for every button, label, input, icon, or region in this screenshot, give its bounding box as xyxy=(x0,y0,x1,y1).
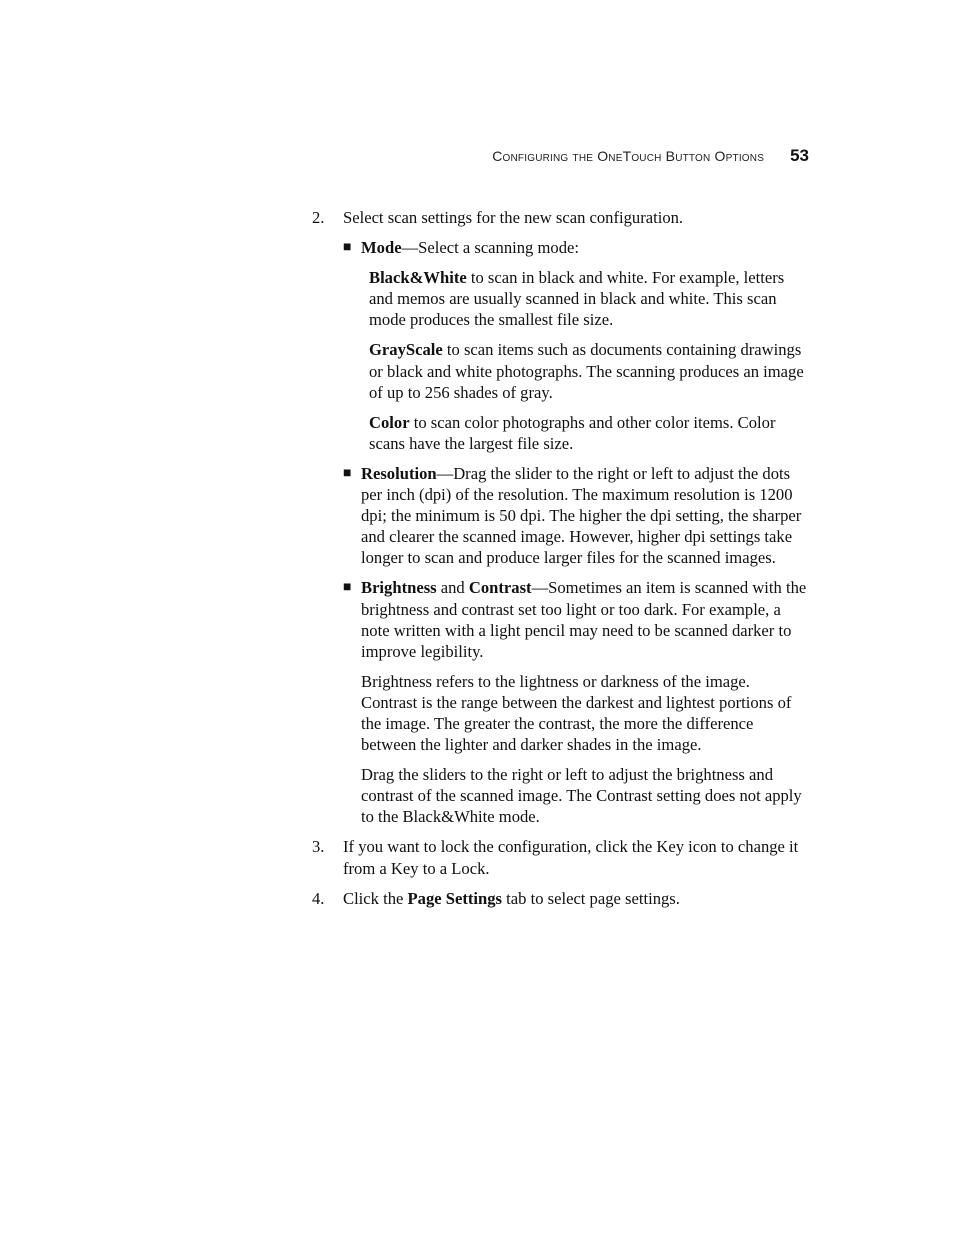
header-title: Configuring the OneTouch Button Options xyxy=(492,148,765,164)
brightness-contrast-description: —Sometimes an item is scanned with the brightness and contrast set too light or too dark. For example, a note written with a light pencil may need to be scanned darker to improve legibility. xyxy=(361,578,807,661)
step-2 xyxy=(312,207,810,228)
black-white-description: to scan in black and white. For example, letters and memos are usually scanned in black and white. This scan mode produces the smallest file size. xyxy=(369,268,785,330)
bullet-resolution xyxy=(343,463,810,568)
bullet-brightness-contrast xyxy=(343,577,810,827)
brightness-contrast-paragraph-2: Brightness refers to the lightness or darkness of the image. Contrast is the range between the darkest and lightest portions of the image. The greater the contrast, the more the difference between the lighter and darker shades in the image. xyxy=(361,671,792,755)
step-text: If you want to lock the configuration, click the Key icon to change it from a Key to a Lock. xyxy=(343,837,799,878)
term-grayscale: GrayScale xyxy=(369,340,443,360)
running-header xyxy=(492,146,809,166)
bullet-body xyxy=(361,577,810,827)
color-description: to scan color photographs and other color items. Color scans have the largest file size. xyxy=(369,412,776,453)
mode-black-white xyxy=(369,267,810,330)
step-number: 4. xyxy=(312,888,325,908)
term-color: Color xyxy=(369,412,410,432)
bullet-square-icon: ■ xyxy=(343,240,352,256)
bullet-mode xyxy=(343,237,810,258)
term-resolution: Resolution xyxy=(361,463,437,483)
term-joiner: and xyxy=(436,578,469,598)
term-contrast: Contrast xyxy=(468,578,532,598)
resolution-description: —Drag the slider to the right or left to adjust the dots per inch (dpi) of the resolution. The maximum resolution is 1200 dpi; the minimum is 50 dpi. The higher the dpi setting, the sharper and clearer the scanned image. However, higher dpi settings take longer to scan and produce larger files for the scanned images. xyxy=(361,463,802,568)
bullet-square-icon: ■ xyxy=(343,580,352,596)
mode-color xyxy=(369,412,810,454)
term-black-white: Black&White xyxy=(369,268,467,288)
grayscale-description: to scan items such as documents containing drawings or black and white photographs. The scanning produces an image of up to 256 shades of gray. xyxy=(369,340,804,402)
bullet-square-icon: ■ xyxy=(343,465,352,481)
term-page-settings: Page Settings xyxy=(407,888,503,908)
step-4-prefix: Click the xyxy=(343,888,408,908)
brightness-contrast-intro xyxy=(361,577,810,661)
step-text: Select scan settings for the new scan configuration. xyxy=(343,208,684,227)
step-3 xyxy=(312,836,810,878)
main-content xyxy=(312,207,810,918)
brightness-contrast-paragraph-3: Drag the sliders to the right or left to adjust the brightness and contrast of the scanned image. The Contrast setting does not apply to the Black&White mode. xyxy=(361,765,802,827)
step-number: 2. xyxy=(312,208,325,227)
term-mode: Mode xyxy=(361,238,402,258)
mode-description: —Select a scanning mode: xyxy=(401,238,579,258)
bullet-text xyxy=(361,237,810,258)
mode-grayscale xyxy=(369,339,810,402)
term-brightness: Brightness xyxy=(361,578,437,598)
page-number: 53 xyxy=(790,146,809,165)
step-4 xyxy=(312,888,810,909)
step-4-suffix: tab to select page settings. xyxy=(502,888,680,908)
step-text xyxy=(343,888,810,909)
bullet-text xyxy=(361,463,810,568)
step-number: 3. xyxy=(312,837,325,857)
